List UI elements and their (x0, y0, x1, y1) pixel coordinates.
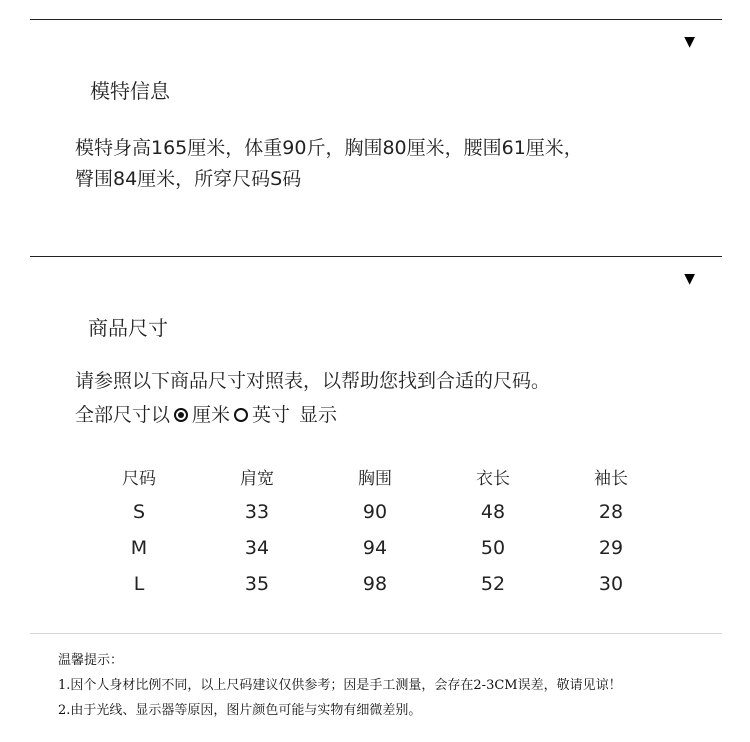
table-cell: 29 (598, 537, 624, 559)
unit-suffix: 显示 (299, 404, 338, 426)
unit-cm-radio[interactable] (174, 408, 188, 422)
table-cell: S (132, 501, 146, 523)
model-info-text (75, 133, 583, 195)
table-cell: 52 (480, 573, 506, 595)
table-cell: 94 (362, 537, 388, 559)
unit-inch-label[interactable]: 英寸 (252, 404, 291, 426)
size-table (80, 458, 670, 602)
model-info-line-1: 模特身高165厘米，体重90斤，胸围80厘米，腰围61厘米， (75, 137, 583, 159)
table-cell: 90 (362, 501, 388, 523)
unit-prefix: 全部尺寸以 (75, 404, 171, 426)
tips-block (58, 648, 622, 723)
tips-divider (30, 633, 722, 634)
table-cell: 34 (244, 537, 270, 559)
size-section-title: 商品尺寸 (88, 316, 168, 340)
size-intro-text: 请参照以下商品尺寸对照表，以帮助您找到合适的尺码。 (75, 370, 551, 392)
unit-cm-label[interactable]: 厘米 (192, 404, 231, 426)
table-cell: 35 (244, 573, 270, 595)
table-row (80, 566, 670, 602)
table-cell: 28 (598, 501, 624, 523)
header-length: 衣长 (476, 468, 510, 489)
tips-title: 温馨提示： (58, 653, 124, 668)
model-section-title: 模特信息 (90, 79, 170, 103)
table-row (80, 494, 670, 530)
model-section-toggle-icon[interactable]: ▼ (684, 34, 695, 50)
header-size: 尺码 (122, 468, 156, 489)
table-cell: 98 (362, 573, 388, 595)
size-table-header (80, 458, 670, 494)
size-section-toggle-icon[interactable]: ▼ (684, 271, 695, 287)
tips-item-1: 1.因个人身材比例不同，以上尺码建议仅供参考；因是手工测量，会存在2-3CM误差，敬请见谅！ (58, 678, 622, 693)
unit-inch-radio[interactable] (234, 408, 248, 422)
table-cell: 50 (480, 537, 506, 559)
table-cell: L (133, 573, 145, 595)
table-row (80, 530, 670, 566)
table-cell: M (130, 537, 148, 559)
table-cell: 48 (480, 501, 506, 523)
unit-selector (75, 400, 337, 427)
table-cell: 33 (244, 501, 270, 523)
middle-divider (30, 256, 722, 257)
header-shoulder: 肩宽 (240, 468, 274, 489)
header-chest: 胸围 (358, 468, 392, 489)
tips-item-2: 2.由于光线、显示器等原因，图片颜色可能与实物有细微差别。 (58, 703, 422, 718)
model-info-line-2: 臀围84厘米，所穿尺码S码 (75, 168, 302, 190)
table-cell: 30 (598, 573, 624, 595)
header-sleeve: 袖长 (594, 468, 628, 489)
top-divider (30, 19, 722, 20)
